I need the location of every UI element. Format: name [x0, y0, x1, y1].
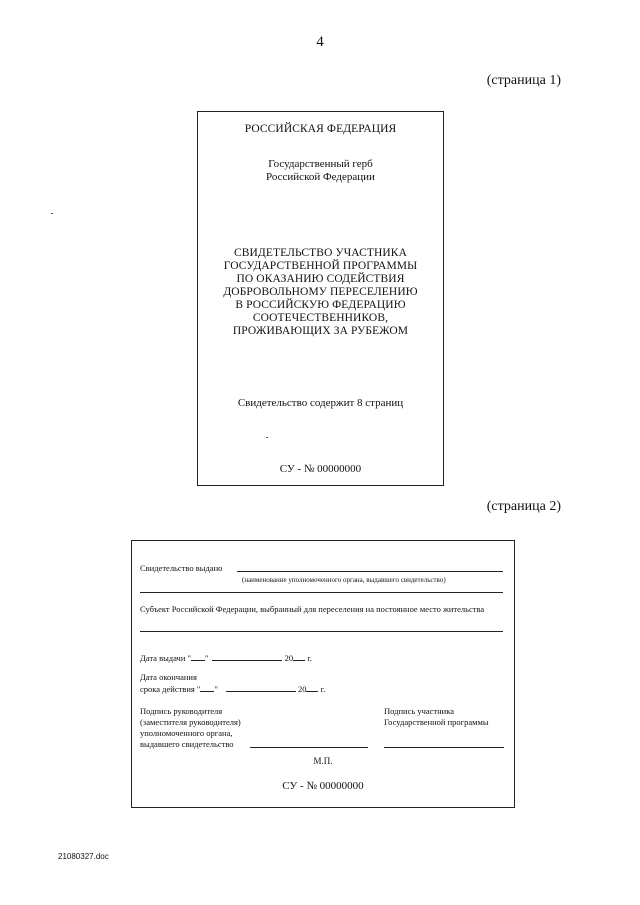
- page2-label: (страница 2): [486, 499, 561, 514]
- quote-close: ": [204, 653, 209, 663]
- day-blank: [191, 652, 205, 661]
- subject-label: Субъект Российской Федерации, выбранный для переселения на постоянное место жительства: [140, 604, 485, 614]
- issued-label: Свидетельство выдано: [140, 563, 223, 573]
- participant-signature-block: [384, 706, 489, 728]
- certificate-cover-page: [197, 111, 444, 486]
- cover-title-line: ПО ОКАЗАНИЮ СОДЕЙСТВИЯ: [236, 273, 405, 285]
- issued-fill-line-2: [140, 592, 503, 593]
- page-number: 4: [316, 34, 324, 50]
- expiry-label: срока действия ": [140, 684, 201, 694]
- seal-placeholder: М.П.: [313, 756, 333, 766]
- year-blank: [306, 683, 318, 692]
- cover-title-line: СООТЕЧЕСТВЕННИКОВ,: [252, 312, 389, 324]
- year-prefix: 20: [284, 653, 294, 663]
- expiry-label-line1: Дата окончания: [140, 672, 197, 682]
- quote-close: ": [214, 684, 218, 694]
- cover-certificate-number: СУ - № 00000000: [279, 463, 362, 475]
- cover-emblem-line: Российской Федерации: [266, 171, 375, 183]
- issue-date-row: [140, 652, 312, 663]
- file-name-footer: 21080327.doc: [58, 852, 109, 861]
- head-signature-line: уполномоченного органа,: [140, 728, 233, 738]
- head-signature-line: выдавшего свидетельство: [140, 739, 234, 749]
- year-suffix: г.: [305, 653, 312, 663]
- cover-title-line: В РОССИЙСКУЮ ФЕДЕРАЦИЮ: [235, 299, 406, 311]
- month-blank: [212, 652, 282, 661]
- year-suffix: г.: [318, 684, 326, 694]
- head-signature-line: Подпись руководителя: [140, 706, 223, 716]
- scan-speck: [266, 437, 268, 438]
- cover-title: [198, 247, 443, 338]
- participant-signature-line: Подпись участника: [384, 706, 454, 716]
- issue-date-label: Дата выдачи ": [140, 653, 191, 663]
- month-blank: [226, 683, 296, 692]
- issued-hint: (наименование уполномоченного органа, выдавшего свидетельство): [242, 576, 446, 584]
- cover-title-line: ДОБРОВОЛЬНОМУ ПЕРЕСЕЛЕНИЮ: [223, 286, 418, 298]
- certificate-page-2: [131, 540, 515, 808]
- head-signature-block: [140, 706, 241, 750]
- participant-signature-line: Государственной программы: [384, 717, 489, 727]
- subject-fill-line: [140, 631, 503, 632]
- cover-pages-note: Свидетельство содержит 8 страниц: [237, 397, 404, 409]
- head-signature-line: (заместителя руководителя): [140, 717, 241, 727]
- issued-fill-line: [237, 571, 503, 572]
- cover-title-line: СВИДЕТЕЛЬСТВО УЧАСТНИКА: [233, 247, 407, 259]
- cover-country: РОССИЙСКАЯ ФЕДЕРАЦИЯ: [244, 123, 397, 135]
- cover-emblem-caption: [198, 158, 443, 184]
- year-prefix: 20: [297, 684, 307, 694]
- participant-signature-line-blank: [384, 747, 504, 748]
- certificate-number: СУ - № 00000000: [282, 780, 364, 792]
- year-blank: [293, 652, 305, 661]
- cover-title-line: ПРОЖИВАЮЩИХ ЗА РУБЕЖОМ: [232, 325, 409, 337]
- day-blank: [200, 683, 214, 692]
- cover-emblem-line: Государственный герб: [268, 158, 373, 170]
- cover-title-line: ГОСУДАРСТВЕННОЙ ПРОГРАММЫ: [223, 260, 418, 272]
- scan-speck: [51, 213, 53, 214]
- expiry-date-row: [140, 683, 325, 694]
- head-signature-line-blank: [250, 747, 368, 748]
- page1-label: (страница 1): [486, 73, 561, 88]
